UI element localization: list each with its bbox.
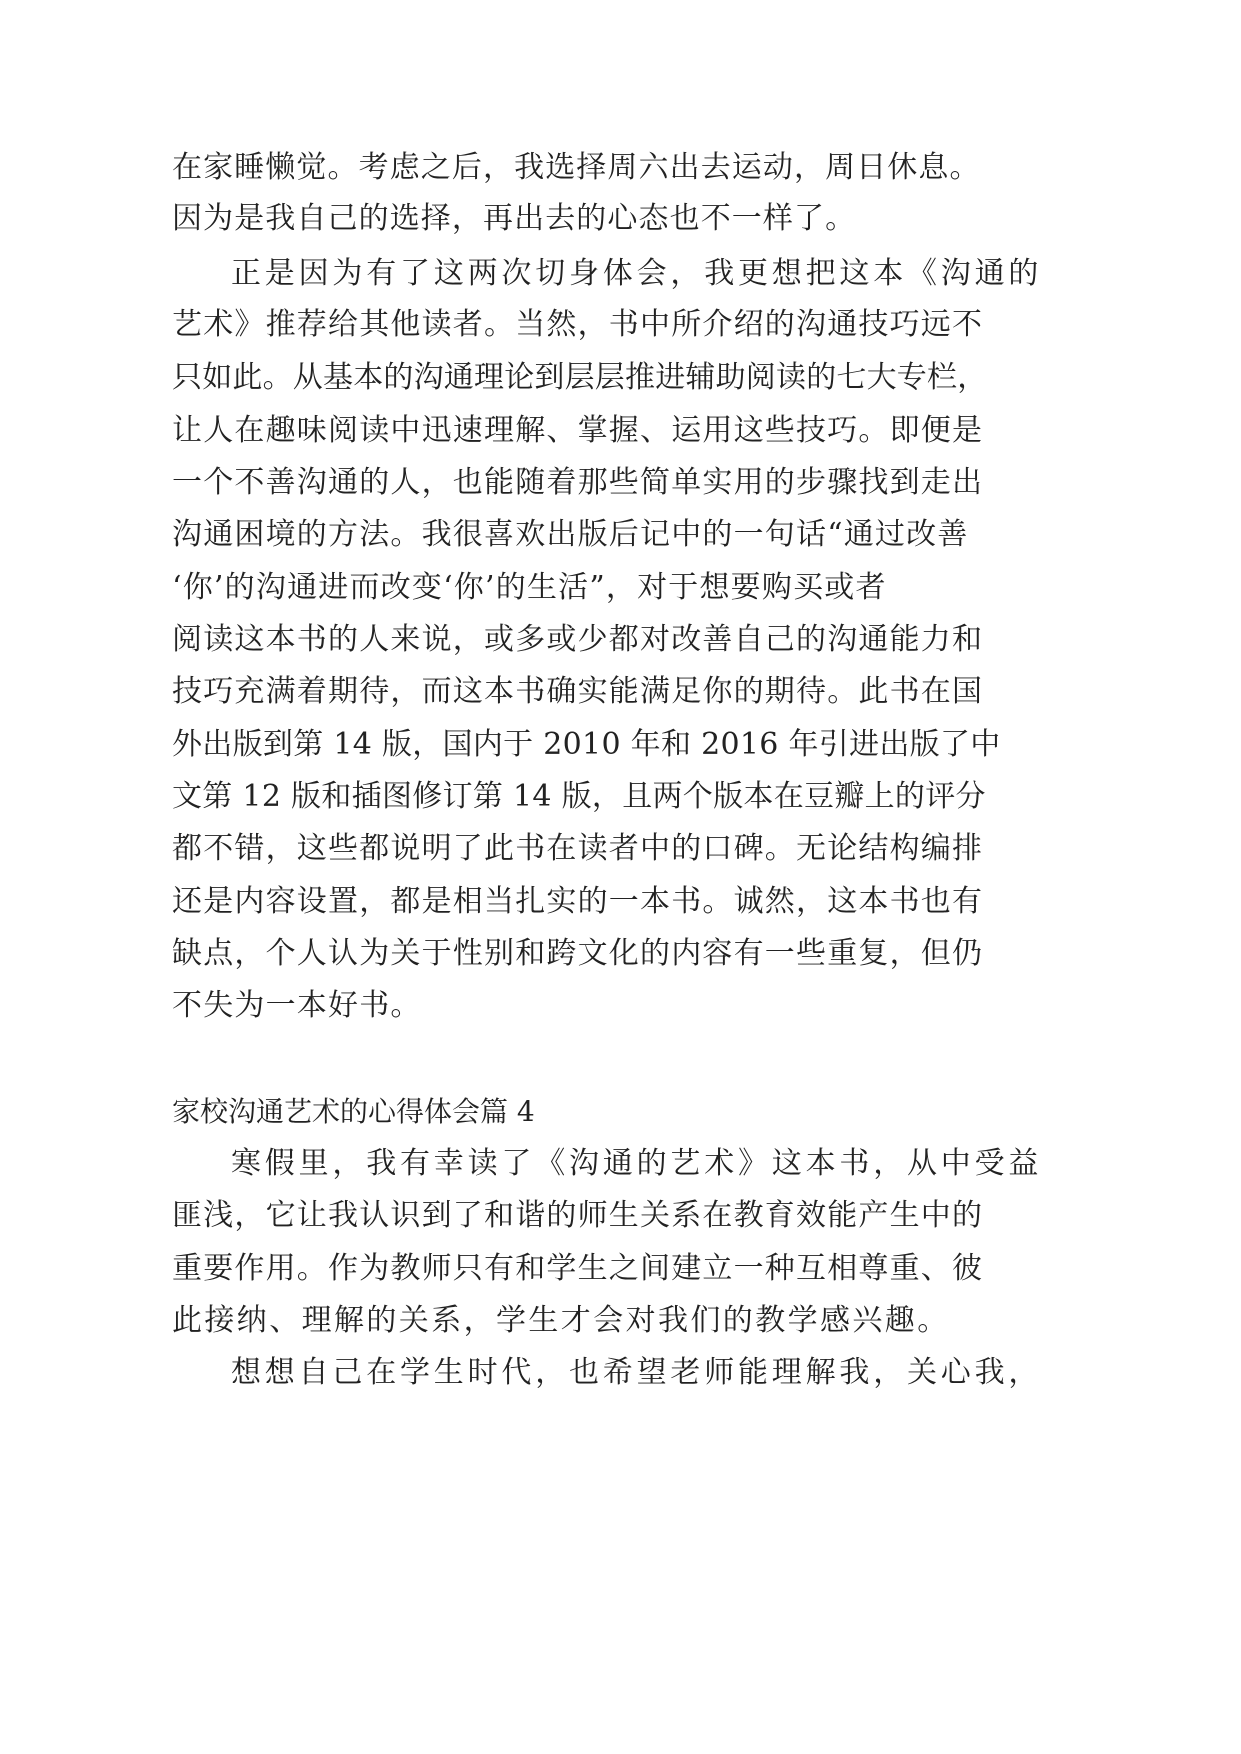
body-text-line: 寒假里，我有幸读了《沟通的艺术》这本书，从中受益 (231, 1146, 1043, 1181)
body-text-line: 此接纳、理解的关系，学生才会对我们的教学感兴趣。 (172, 1303, 950, 1338)
body-text-line: 都不错，这些都说明了此书在读者中的口碑。无论结构编排 (172, 831, 984, 866)
body-text-line: 正是因为有了这两次切身体会，我更想把这本《沟通的 (231, 256, 1043, 291)
body-text-line: 让人在趣味阅读中迅速理解、掌握、运用这些技巧。即便是 (172, 413, 984, 448)
body-text-line: 一个不善沟通的人，也能随着那些简单实用的步骤找到走出 (172, 465, 984, 500)
body-text-line: 只如此。从基本的沟通理论到层层推进辅助阅读的七大专栏， (172, 360, 988, 395)
body-text-line: 还是内容设置，都是相当扎实的一本书。诚然，这本书也有 (172, 884, 984, 919)
body-text-line: 重要作用。作为教师只有和学生之间建立一种互相尊重、彼 (172, 1251, 984, 1286)
body-text-line: 因为是我自己的选择，再出去的心态也不一样了。 (172, 201, 857, 236)
body-text-line: 缺点，个人认为关于性别和跨文化的内容有一些重复，但仍 (172, 936, 984, 971)
body-text-line: 沟通困境的方法。我很喜欢出版后记中的一句话“通过改善 (172, 517, 969, 552)
body-text-line: 文第 12 版和插图修订第 14 版，且两个版本在豆瓣上的评分 (172, 779, 986, 814)
body-text-line: 不失为一本好书。 (172, 988, 422, 1023)
body-text-line: 匪浅，它让我认识到了和谐的师生关系在教育效能产生中的 (172, 1198, 984, 1233)
section-heading: 家校沟通艺术的心得体会篇 4 (172, 1095, 535, 1128)
body-text-line: 技巧充满着期待，而这本书确实能满足你的期待。此书在国 (172, 674, 984, 709)
body-text-line: 想想自己在学生时代，也希望老师能理解我，关心我， (231, 1355, 1043, 1390)
body-text-line: 在家睡懒觉。考虑之后，我选择周六出去运动，周日休息。 (172, 150, 981, 185)
body-text-line: 艺术》推荐给其他读者。当然，书中所介绍的沟通技巧远不 (172, 307, 984, 342)
body-text-line: ‘你’的沟通进而改变‘你’的生活”，对于想要购买或者 (172, 570, 887, 605)
body-text-line: 阅读这本书的人来说，或多或少都对改善自己的沟通能力和 (172, 622, 984, 657)
body-text-line: 外出版到第 14 版，国内于 2010 年和 2016 年引进出版了中 (172, 727, 1001, 762)
